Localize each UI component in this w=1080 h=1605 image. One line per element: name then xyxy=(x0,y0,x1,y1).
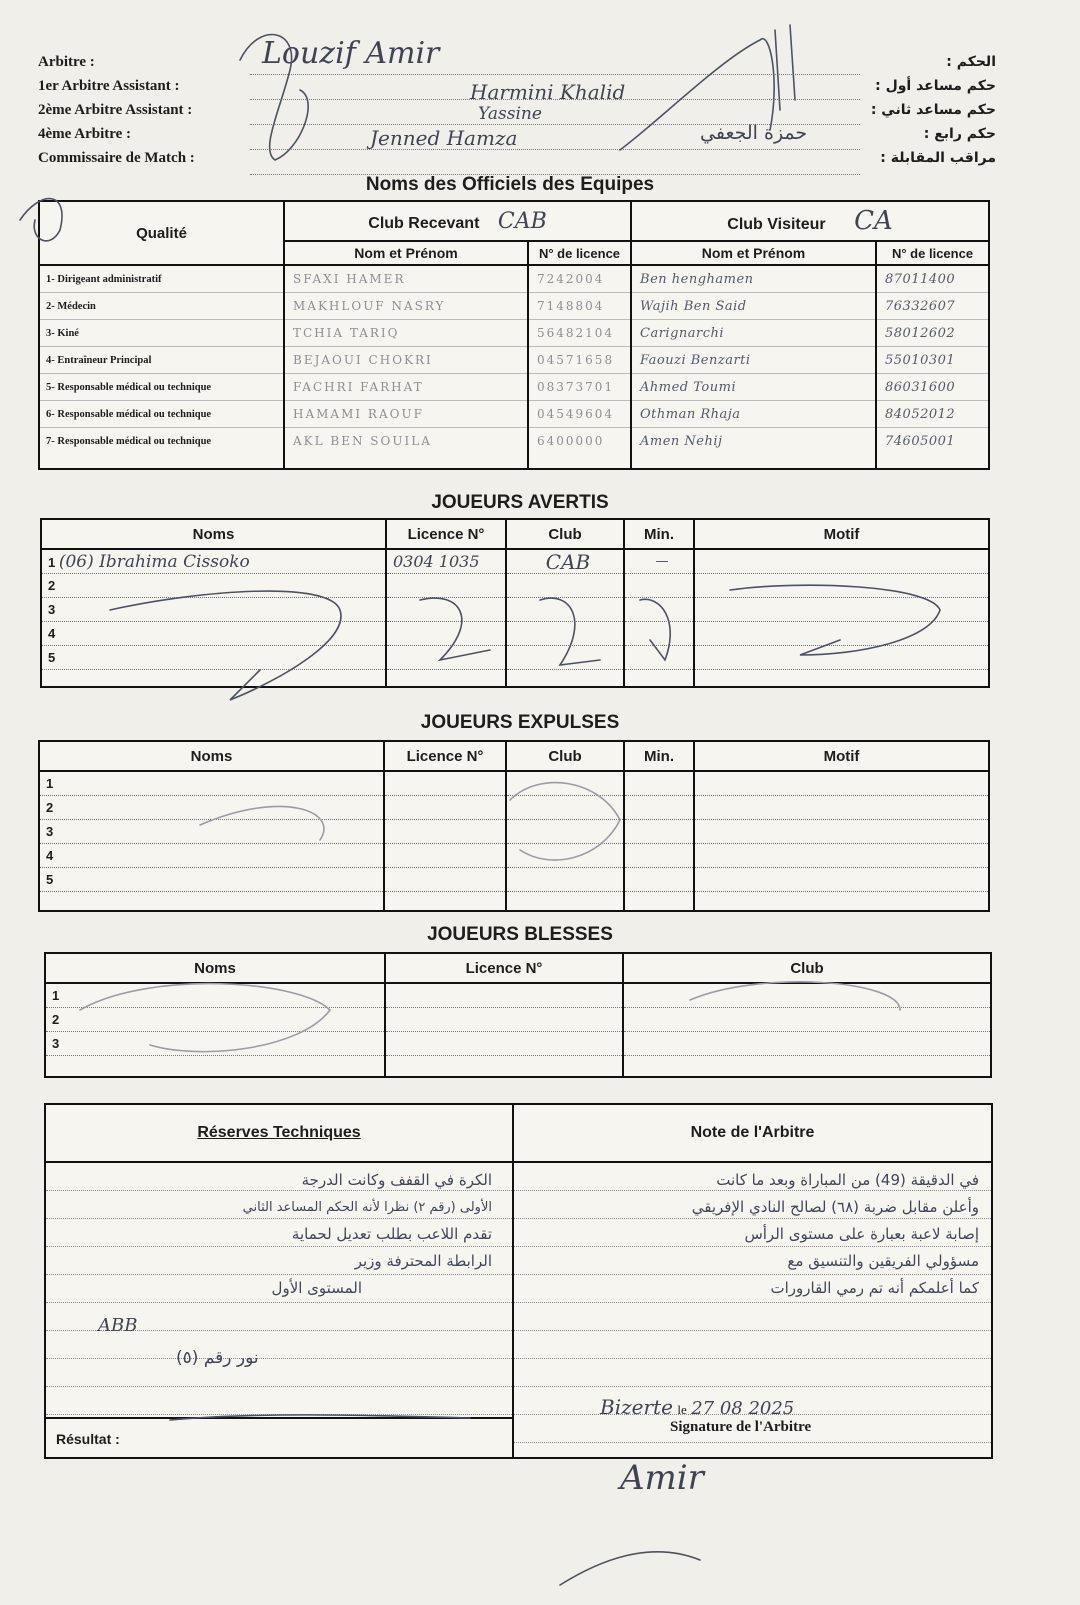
injured-col-club: Club xyxy=(623,953,991,983)
cautioned-row-1: 1 (06) Ibrahima Cissoko xyxy=(42,550,385,574)
home-licences-column xyxy=(528,265,631,469)
expelled-names-cell xyxy=(39,771,384,911)
cautioned-table xyxy=(40,518,990,688)
expelled-row-3: 3 xyxy=(40,820,383,844)
cautioned-row-3: 3 xyxy=(42,598,385,622)
injured-title: JOUEURS BLESSES xyxy=(427,924,613,945)
signature-label: Signature de l'Arbitre xyxy=(670,1419,812,1435)
injured-col-licence: Licence N° xyxy=(385,953,623,983)
label-ar-fourth: حكم رابع : xyxy=(923,126,996,142)
home-club-header xyxy=(284,201,631,241)
home-club-value: CAB xyxy=(497,208,547,234)
cautioned-player-club: CAB xyxy=(507,550,623,574)
cautioned-row-5: 5 xyxy=(42,646,385,670)
away-club-value: CA xyxy=(854,206,893,236)
expelled-col-min: Min. xyxy=(624,741,694,771)
handwritten-assistant-1: Harmini Khalid xyxy=(470,80,626,104)
reserves-signature-ar: نور رقم (٥) xyxy=(176,1348,259,1368)
injured-row-1: 1 xyxy=(46,984,384,1008)
expelled-col-club: Club xyxy=(506,741,624,771)
away-licence-3: 58012602 xyxy=(877,320,988,347)
cautioned-player-licence: 0304 1035 xyxy=(387,550,505,574)
cautioned-min-cell xyxy=(624,549,694,687)
home-licence-4: 04571658 xyxy=(529,347,630,374)
home-name-col: Nom et Prénom xyxy=(284,241,528,265)
away-names-column xyxy=(631,265,876,469)
role-6: 6- Responsable médical ou technique xyxy=(40,401,283,428)
expelled-title: JOUEURS EXPULSES xyxy=(420,712,620,733)
cautioned-names-cell xyxy=(41,549,386,687)
away-club-header xyxy=(631,201,989,241)
referee-note-5: كما أعلمكم أنه تم رمي القارورات xyxy=(770,1279,979,1297)
cautioned-licence-cell xyxy=(386,549,506,687)
away-licence-col: N° de licence xyxy=(876,241,989,265)
signature-handwritten: Amir xyxy=(620,1458,704,1498)
cautioned-motif-cell xyxy=(694,549,989,687)
label-assistant-1: 1er Arbitre Assistant : xyxy=(38,78,180,94)
home-names-column xyxy=(284,265,528,469)
signature-underline xyxy=(560,1552,700,1585)
result-label: Résultat : xyxy=(56,1431,120,1447)
signature-le: le xyxy=(677,1402,687,1417)
cautioned-player-minute: — xyxy=(625,550,693,574)
reserves-note-4: الرابطة المحترفة وزير xyxy=(354,1252,492,1270)
away-club-label: Club Visiteur xyxy=(727,216,826,233)
reserves-signature-code: ABB xyxy=(98,1315,138,1336)
home-club-label: Club Recevant xyxy=(368,214,480,232)
signature-place: Bizerte xyxy=(600,1395,673,1419)
role-7: 7- Responsable médical ou technique xyxy=(46,436,212,447)
label-assistant-2: 2ème Arbitre Assistant : xyxy=(38,102,193,118)
home-licence-7: 6400000 xyxy=(537,434,605,448)
roles-column xyxy=(39,265,284,469)
away-licence-4: 55010301 xyxy=(877,347,988,374)
cautioned-row-2: 2 xyxy=(42,574,385,598)
home-licence-2: 7148804 xyxy=(529,293,630,320)
cautioned-col-motif: Motif xyxy=(694,519,989,549)
reserves-note-5: المستوى الأول xyxy=(271,1279,362,1297)
label-ar-commissaire: مراقب المقابلة : xyxy=(880,150,996,166)
header-labels-ar xyxy=(846,50,996,170)
away-licence-1: 87011400 xyxy=(877,266,988,293)
label-arbitre: Arbitre : xyxy=(38,54,95,70)
expelled-col-motif: Motif xyxy=(694,741,989,771)
reserves-title: Réserves Techniques xyxy=(46,1105,512,1163)
role-4: 4- Entraîneur Principal xyxy=(40,347,283,374)
referee-note-1: في الدقيقة (49) من المباراة وبعد ما كانت xyxy=(716,1171,979,1189)
away-licence-6: 84052012 xyxy=(877,401,988,428)
away-name-6: Othman Rhaja xyxy=(632,401,875,428)
cautioned-col-min: Min. xyxy=(624,519,694,549)
expelled-table xyxy=(38,740,990,912)
label-commissaire: Commissaire de Match : xyxy=(38,150,195,166)
away-licences-column xyxy=(876,265,989,469)
home-name-7: AKL BEN SOUILA xyxy=(293,434,432,448)
home-name-2: MAKHLOUF NASRY xyxy=(285,293,527,320)
handwritten-fourth-ar: حمزة الجعفي xyxy=(700,122,808,144)
referee-signature-block xyxy=(600,1395,900,1498)
home-name-3: TCHIA TARIQ xyxy=(285,320,527,347)
role-3: 3- Kiné xyxy=(40,320,283,347)
role-1: 1- Dirigeant administratif xyxy=(40,266,283,293)
expelled-row-5: 5 xyxy=(40,868,383,892)
role-2: 2- Médecin xyxy=(40,293,283,320)
referee-note-2: وأعلن مقابل ضربة (٦٨) لصالح النادي الإفريقي xyxy=(691,1198,979,1216)
reserves-panel xyxy=(46,1105,514,1457)
result-row xyxy=(46,1417,512,1457)
cautioned-row-4: 4 xyxy=(42,622,385,646)
injured-col-names: Noms xyxy=(45,953,385,983)
reserves-note-2: الأولى (رقم ٢) نظرا لأنه الحكم المساعد الثاني xyxy=(242,1200,492,1215)
home-name-6: HAMAMI RAOUF xyxy=(285,401,527,428)
cautioned-player-name: (06) Ibrahima Cissoko xyxy=(58,552,250,572)
away-licence-5: 86031600 xyxy=(877,374,988,401)
home-licence-6: 04549604 xyxy=(529,401,630,428)
away-name-3: Carignarchi xyxy=(632,320,875,347)
away-licence-7: 74605001 xyxy=(885,434,956,449)
away-name-2: Wajih Ben Said xyxy=(632,293,875,320)
away-name-col: Nom et Prénom xyxy=(631,241,876,265)
injured-table xyxy=(44,952,992,1078)
referee-note-title: Note de l'Arbitre xyxy=(514,1105,991,1163)
handwritten-referee: Louzif Amir xyxy=(262,36,440,71)
referee-note-3: إصابة لاعبة بعبارة على مستوى الرأس xyxy=(744,1225,979,1243)
expelled-row-1: 1 xyxy=(40,772,383,796)
officials-title: Noms des Officiels des Equipes xyxy=(365,174,655,195)
signature-date: 27 08 2025 xyxy=(691,1398,795,1419)
handwritten-assistant-2: Yassine xyxy=(478,104,542,124)
expelled-row-4: 4 xyxy=(40,844,383,868)
home-licence-1: 7242004 xyxy=(529,266,630,293)
injured-row-3: 3 xyxy=(46,1032,384,1056)
label-ar-referee: الحكم : xyxy=(946,54,996,70)
away-name-1: Ben henghamen xyxy=(632,266,875,293)
away-name-7: Amen Nehij xyxy=(640,434,723,449)
away-name-5: Ahmed Toumi xyxy=(632,374,875,401)
home-name-5: FACHRI FARHAT xyxy=(285,374,527,401)
cautioned-col-club: Club xyxy=(506,519,624,549)
home-name-1: SFAXI HAMER xyxy=(285,266,527,293)
away-name-4: Faouzi Benzarti xyxy=(632,347,875,374)
cautioned-col-licence: Licence N° xyxy=(386,519,506,549)
injured-row-2: 2 xyxy=(46,1008,384,1032)
home-licence-5: 08373701 xyxy=(529,374,630,401)
cautioned-title: JOUEURS AVERTIS xyxy=(431,492,609,513)
home-name-4: BEJAOUI CHOKRI xyxy=(285,347,527,374)
cautioned-col-names: Noms xyxy=(41,519,386,549)
away-licence-2: 76332607 xyxy=(877,293,988,320)
referee-note-4: مسؤولي الفريقين والتنسيق مع xyxy=(787,1252,979,1270)
expelled-row-2: 2 xyxy=(40,796,383,820)
expelled-col-licence: Licence N° xyxy=(384,741,506,771)
expelled-col-names: Noms xyxy=(39,741,384,771)
role-5: 5- Responsable médical ou technique xyxy=(40,374,283,401)
reserves-note-1: الكرة في القفف وكانت الدرجة xyxy=(301,1171,492,1189)
label-fourth: 4ème Arbitre : xyxy=(38,126,132,142)
label-ar-assistant-2: حكم مساعد ثاني : xyxy=(870,102,996,118)
home-licence-3: 56482104 xyxy=(529,320,630,347)
handwritten-fourth: Jenned Hamza xyxy=(370,126,518,150)
qualite-header: Qualité xyxy=(39,201,284,265)
injured-names-cell xyxy=(45,983,385,1077)
reserves-note-3: تقدم اللاعب بطلب تعديل لحماية xyxy=(291,1225,492,1243)
officials-table xyxy=(38,200,990,470)
home-licence-col: N° de licence xyxy=(528,241,631,265)
label-ar-assistant-1: حكم مساعد أول : xyxy=(875,78,996,94)
cautioned-club-cell xyxy=(506,549,624,687)
